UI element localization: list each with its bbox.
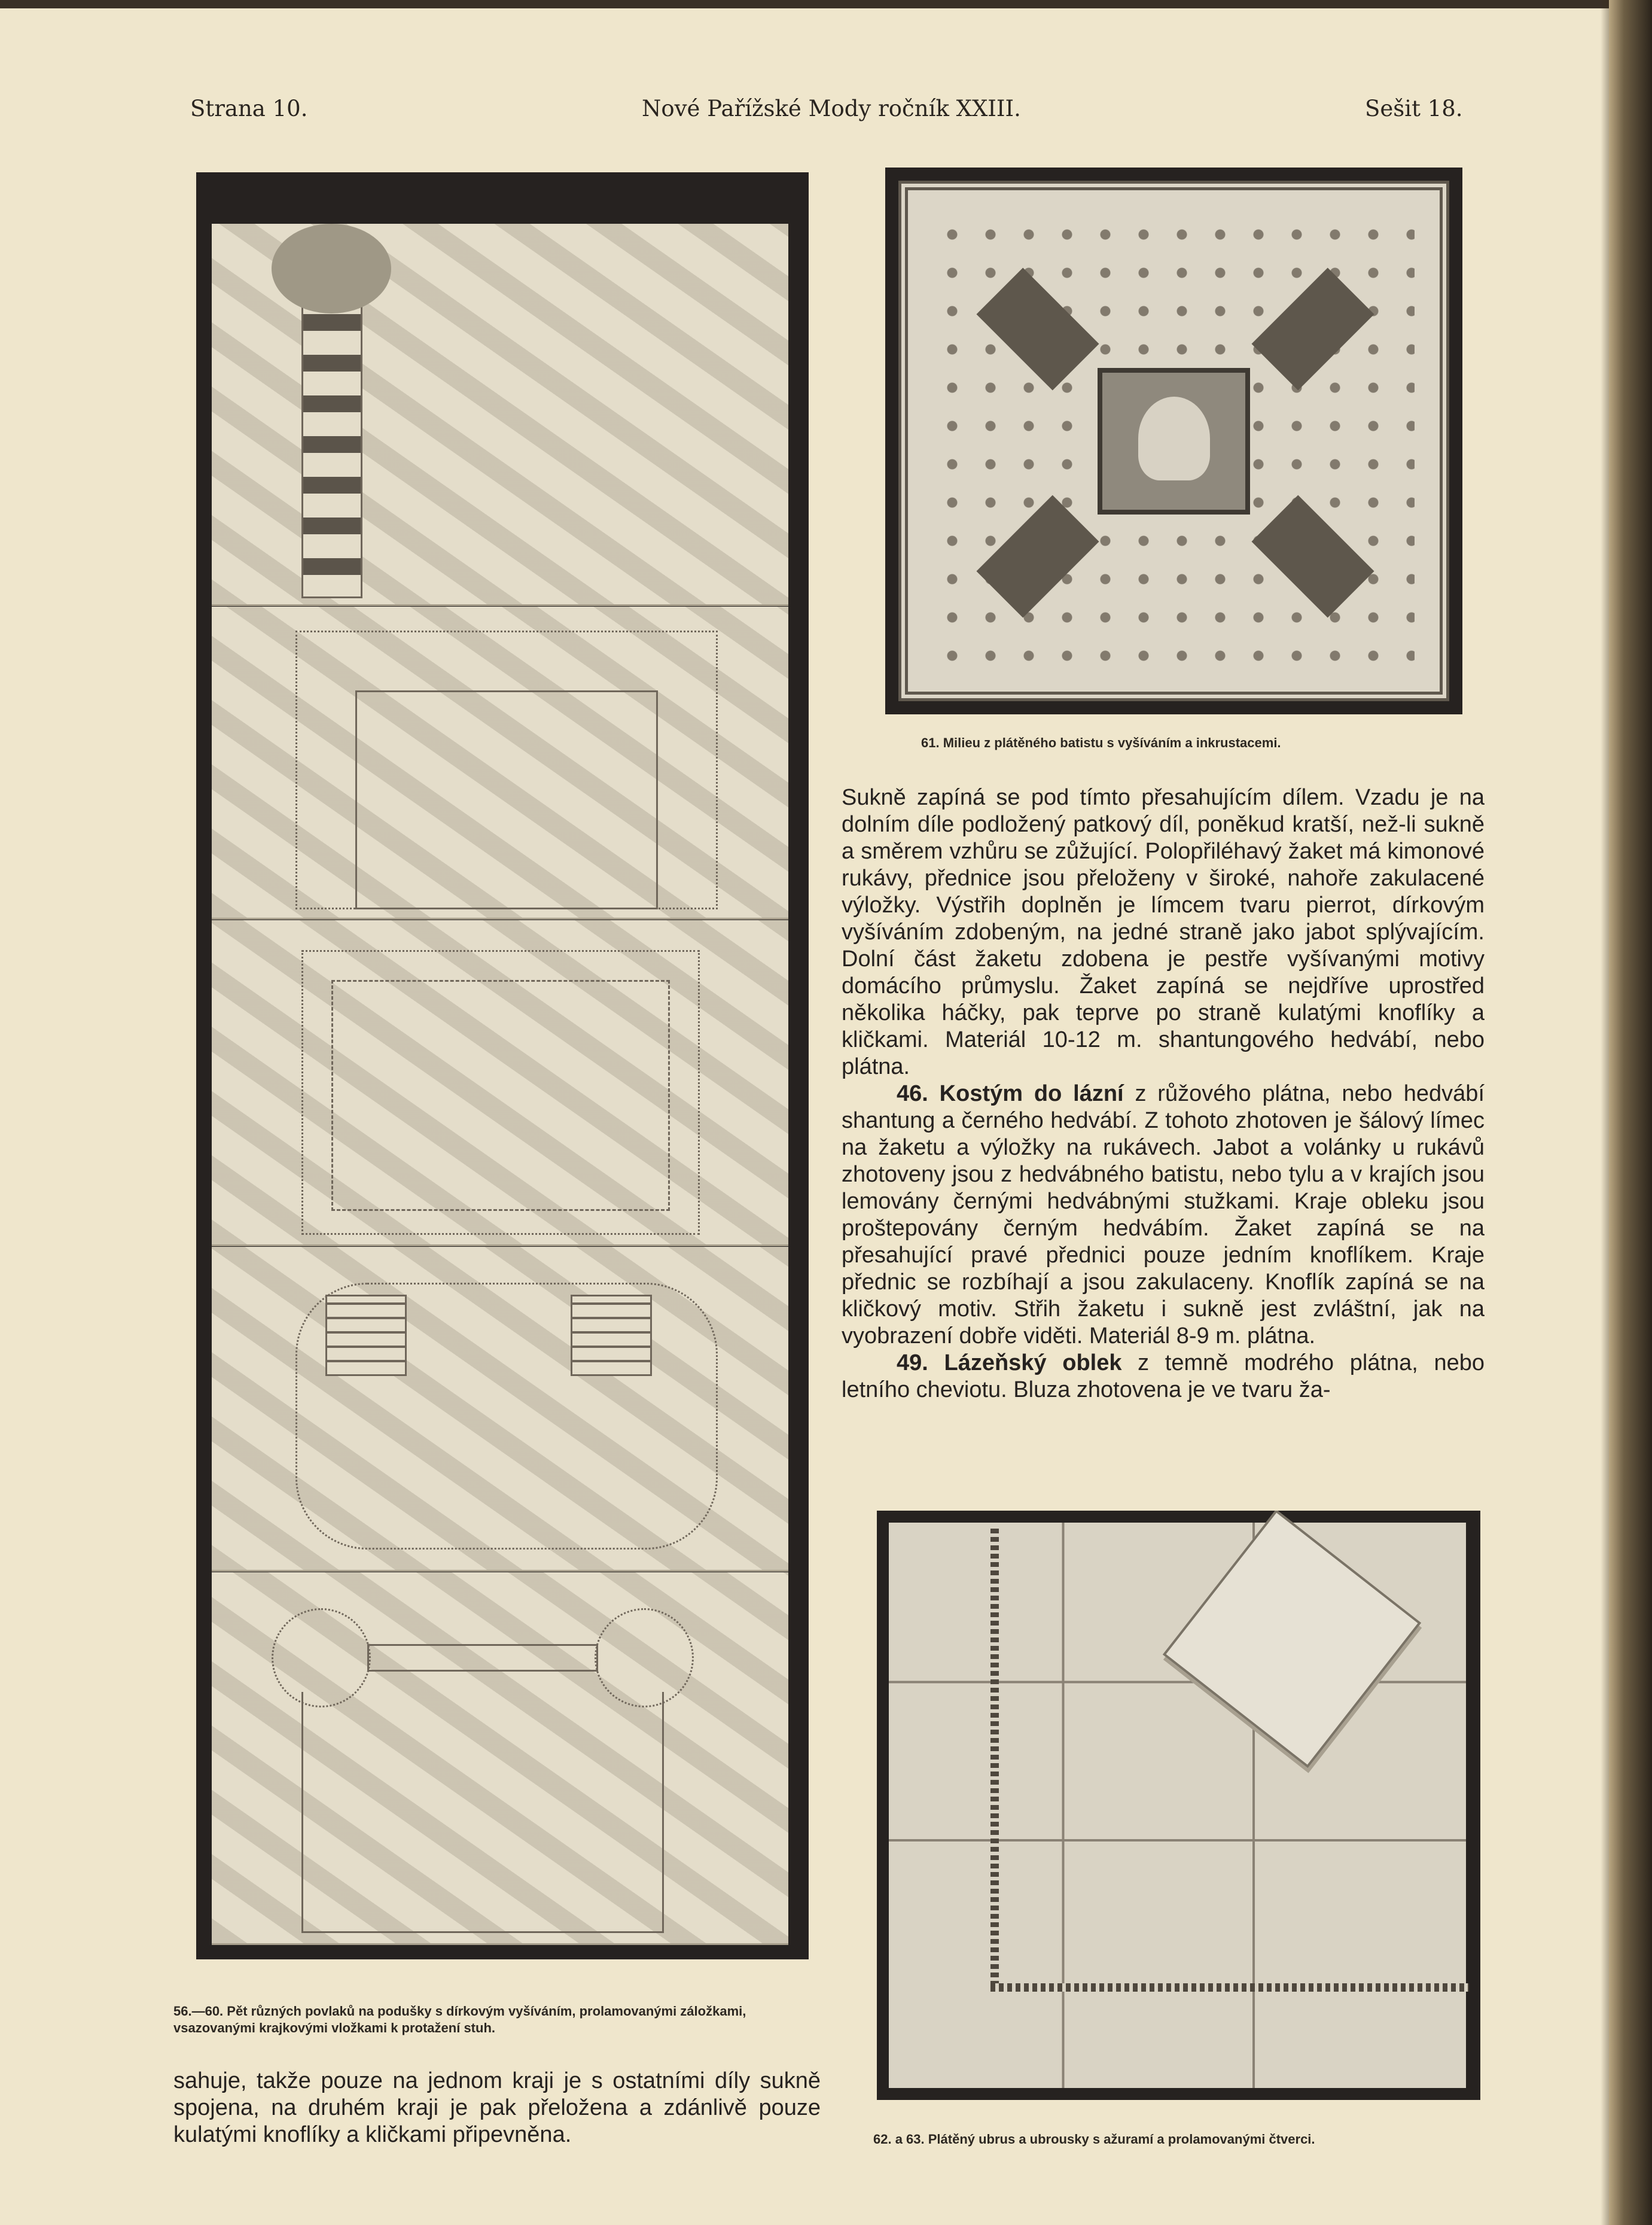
paragraph-3-body: z temně modrého plátna, nebo letního cheviotu. Bluza zhotovena je ve tvaru ža- — [842, 1350, 1485, 1402]
book-spine — [1609, 0, 1652, 2225]
pillow-cover-2 — [212, 607, 788, 920]
heading-46: 46. Kostým do lázní — [897, 1081, 1124, 1106]
paragraph-2 — [842, 1080, 1485, 1350]
issue-number: Sešit 18. — [1365, 96, 1463, 121]
tablecloth-photo — [877, 1511, 1480, 2100]
milieu-photo — [885, 168, 1462, 714]
figure-caption-62-63: 62. a 63. Plátěný ubrus a ubrousky s ažuramí a prolamovanými čtverci. — [873, 2132, 1315, 2147]
heading-49: 49. Lázeňský oblek — [897, 1350, 1122, 1375]
paragraph-2-body: z růžového plátna, nebo hedvábí shantung a černého hedvábí. Z tohoto zhotoven je šálový límec na žaketu a výložky na rukávech. Jabot a volánky u rukávů zhotoveny jsou z hedvábného batistu, nebo tylu a v krajích jsou lemovány černými hedvábnými stužkami. Kraje obleku jsou proštepovány černým hedvábím. Žaket zapíná se na přesahující pravé přednici pouze jedním knoflíkem. Kraje přednic se rozbíhají a jsou zakulaceny. Knoflík zapíná se na kličkový motiv. Střih žaketu i sukně jest zvláštní, jak na vyobrazení dobře viděti. Materiál 8-9 m. plátna. — [842, 1081, 1485, 1349]
figure-caption-61: 61. Milieu z plátěného batistu s vyšíváním a inkrustacemi. — [921, 735, 1281, 750]
paragraph-3 — [842, 1350, 1485, 1404]
pillow-cover-3 — [212, 920, 788, 1246]
spine-shadow — [1601, 0, 1609, 2225]
pillow-cover-4 — [212, 1247, 788, 1572]
page-top-edge — [0, 0, 1652, 8]
left-column-text: sahuje, takže pouze na jednom kraji je s ostatními díly sukně spojena, na druhém kraji je pak přeložena a zdánlivě pouze kulatými knoflíky a kličkami připevněna. — [173, 2068, 821, 2147]
pillow-cover-5 — [212, 1572, 788, 1945]
figure-caption-56-60: 56.—60. Pět různých povlaků na podušky s dírkovým vyšíváním, prolamovanými záložkami, vsazovanými krajkovými vložkami k protažení stuh. — [173, 2004, 746, 2035]
article-text — [842, 784, 1485, 1404]
pillow-covers-photo — [196, 172, 809, 1959]
pillow-cover-1 — [212, 224, 788, 606]
paragraph-1: Sukně zapíná se pod tímto přesahujícím dílem. Vzadu je na dolním díle podložený patkový díl, poněkud kratší, než-li sukně a směrem vzhůru se zůžující. Polopřiléhavý žaket má kimonové rukávy, přednice jsou přeloženy v široké, nahoře zakulacené výložky. Výstřih doplněn je límcem tvaru pierrot, dírkovým vyšíváním zdobeným, na jedné straně jako jabot splývajícím. Dolní část žaketu zdobena je pestře vyšívanými motivy domácího průmyslu. Žaket zapíná se nejdříve uprostřed několika háčky, pak teprve po straně kulatými knoflíky a kličkami. Materiál 10-12 m. shantungového hedvábí, nebo plátna. — [842, 785, 1485, 1079]
page-number: Strana 10. — [190, 96, 308, 121]
journal-title: Nové Pařížské Mody ročník XXIII. — [642, 96, 1021, 121]
